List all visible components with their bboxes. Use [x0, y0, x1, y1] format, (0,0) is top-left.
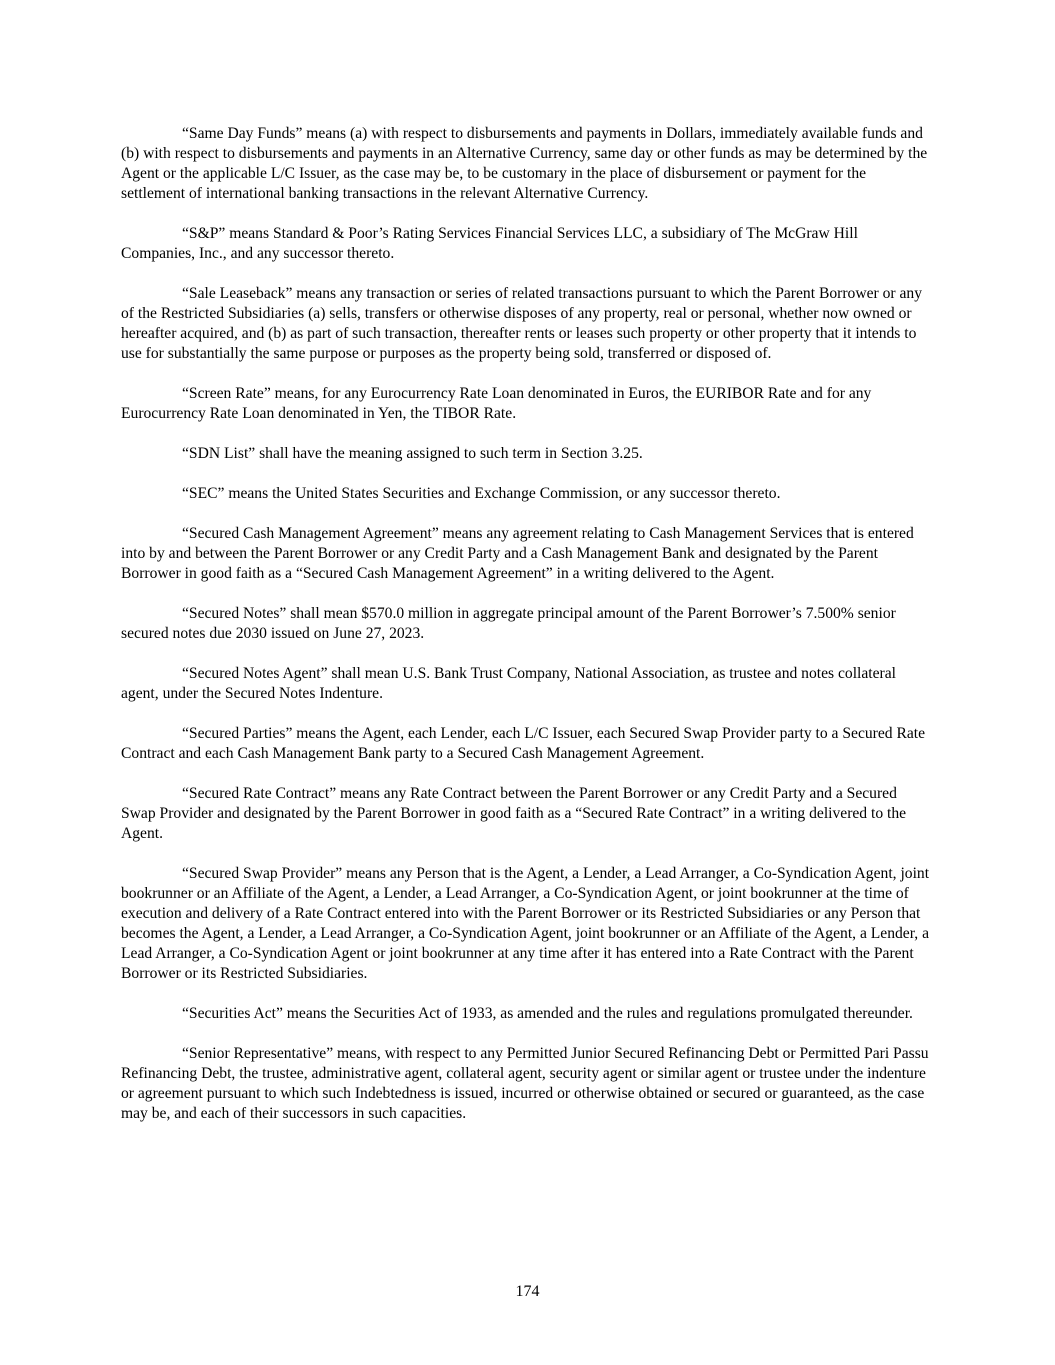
definition-secured-notes-agent: “Secured Notes Agent” shall mean U.S. Bank Trust Company, National Association, as trustee and notes collateral agent, under the Secured Notes Indenture. — [121, 665, 896, 702]
definition-s-and-p: “S&P” means Standard & Poor’s Rating Services Financial Services LLC, a subsidiary of The McGraw Hill Companies, Inc., and any successor thereto. — [121, 225, 858, 262]
definition-secured-parties: “Secured Parties” means the Agent, each Lender, each L/C Issuer, each Secured Swap Provider party to a Secured Rate Contract and each Cash Management Bank party to a Secured Cash Management Agreement. — [121, 725, 926, 762]
definition-secured-notes: “Secured Notes” shall mean $570.0 million in aggregate principal amount of the Parent Borrower’s 7.500% senior secured notes due 2030 issued on June 27, 2023. — [121, 605, 896, 642]
definition-same-day-funds: “Same Day Funds” means (a) with respect to disbursements and payments in Dollars, immediately available funds and (b) with respect to disbursements and payments in an Alternative Currency, same day or other funds as may be determined by the Agent or the applicable L/C Issuer, as the case may be, to be customary in the place of disbursement or payment for the settlement of international banking transactions in the relevant Alternative Currency. — [121, 125, 928, 202]
definition-secured-cash-management-agreement: “Secured Cash Management Agreement” means any agreement relating to Cash Management Services that is entered into by and between the Parent Borrower or any Credit Party and a Cash Management Bank and designated by the Parent Borrower in good faith as a “Secured Cash Management Agreement” in a writing delivered to the Agent. — [121, 525, 914, 582]
definition-secured-swap-provider: “Secured Swap Provider” means any Person that is the Agent, a Lender, a Lead Arranger, a Co-Syndication Agent, joint bookrunner or an Affiliate of the Agent, a Lender, a Lead Arranger, a Co-Syndication Agent, or joint bookrunner at the time of execution and delivery of a Rate Contract entered into with the Parent Borrower or its Restricted Subsidiaries or any Person that becomes the Agent, a Lender, a Lead Arranger, a Co-Syndication Agent, joint bookrunner or an Affiliate of the Agent, a Lender, a Lead Arranger, a Co-Syndication Agent or joint bookrunner at any time after it has entered into a Rate Contract with the Parent Borrower or its Restricted Subsidiaries. — [121, 865, 930, 982]
definition-senior-representative: “Senior Representative” means, with respect to any Permitted Junior Secured Refinancing Debt or Permitted Pari Passu Refinancing Debt, the trustee, administrative agent, collateral agent, security agent or similar agent or trustee under the indenture or agreement pursuant to which such Indebtedness is issued, incurred or otherwise obtained or secured or guaranteed, as the case may be, and each of their successors in such capacities. — [121, 1045, 929, 1122]
page-number: 174 — [515, 1283, 540, 1300]
definition-screen-rate: “Screen Rate” means, for any Eurocurrency Rate Loan denominated in Euros, the EURIBOR Rate and for any Eurocurrency Rate Loan denominated in Yen, the TIBOR Rate. — [121, 385, 872, 422]
definition-secured-rate-contract: “Secured Rate Contract” means any Rate Contract between the Parent Borrower or any Credit Party and a Secured Swap Provider and designated by the Parent Borrower in good faith as a “Secured Rate Contract” in a writing delivered to the Agent. — [121, 785, 907, 842]
definition-securities-act: “Securities Act” means the Securities Act of 1933, as amended and the rules and regulations promulgated thereunder. — [182, 1005, 913, 1022]
definition-sec: “SEC” means the United States Securities and Exchange Commission, or any successor thereto. — [182, 485, 781, 502]
definition-sdn-list: “SDN List” shall have the meaning assigned to such term in Section 3.25. — [182, 445, 643, 462]
document-body — [121, 124, 933, 1144]
definition-sale-leaseback: “Sale Leaseback” means any transaction or series of related transactions pursuant to which the Parent Borrower or any of the Restricted Subsidiaries (a) sells, transfers or otherwise disposes of any property, real or personal, whether now owned or hereafter acquired, and (b) as part of such transaction, thereafter rents or leases such property or other property that it intends to use for substantially the same purpose or purposes as the property being sold, transferred or disposed of. — [121, 285, 922, 362]
